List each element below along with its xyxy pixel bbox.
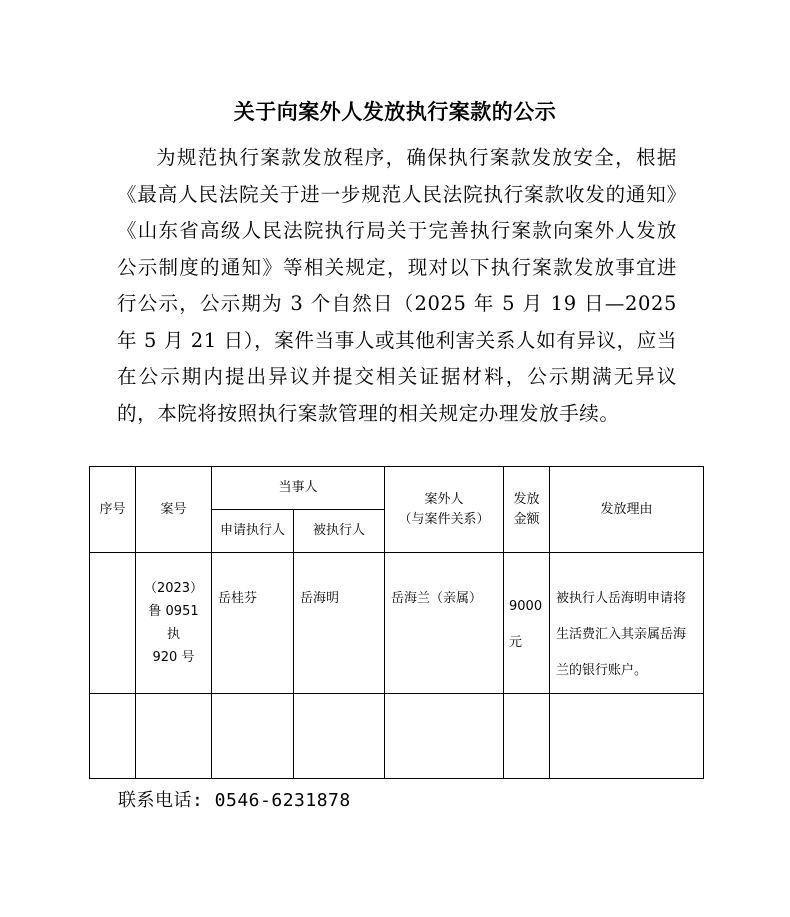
cell-outsider: 岳海兰（亲属） [385,553,504,694]
cell-amount [504,553,550,694]
cell-amount-line2: 元 [509,635,523,650]
empty-cell [136,694,212,779]
table-row [90,553,704,694]
cell-respondent: 岳海明 [294,553,385,694]
cell-reason: 被执行人岳海明申请将生活费汇入其亲属岳海兰的银行账户。 [550,553,704,694]
header-respondent: 被执行人 [294,510,385,553]
header-amount [504,467,550,553]
header-outsider [385,467,504,553]
header-amount-line1: 发放 [513,491,540,507]
notice-body: 为规范执行案款发放程序，确保执行案款发放安全，根据《最高人民法院关于进一步规范人民法院执行案款收发的通知》《山东省高级人民法院执行局关于完善执行案款向案外人发放公示制度的通知》等相关规定，现对以下执行案款发放事宜进行公示，公示期为 3 个自然日（2025 年 5 月 19 日—2025 年 5 月 21 日），案件当事人或其他利害关系人如有异议，应当在公示期内提出异议并提交相关证据材料，公示期满无异议的，本院将按照执行案款管理的相关规定办理发放手续。 [117,146,677,425]
contact-phone: 联系电话: 0546-6231878 [118,790,351,811]
cell-seq [90,553,136,694]
empty-cell [294,694,385,779]
header-outsider-relation: （与案件关系） [398,511,490,527]
header-case-no: 案号 [136,467,212,553]
cell-applicant: 岳桂芬 [212,553,294,694]
empty-cell [212,694,294,779]
empty-cell [550,694,704,779]
header-seq: 序号 [90,467,136,553]
header-amount-line2: 金额 [513,511,540,527]
cell-case-no-line2: 鲁 0951 执 [148,604,199,642]
header-row [90,467,704,510]
cell-case-no [136,553,212,694]
empty-cell [504,694,550,779]
cell-amount-line1: 9000 [509,599,543,614]
cell-case-no-line1: （2023） [143,581,204,596]
cell-case-no-line3: 920 号 [152,650,195,665]
header-reason: 发放理由 [550,467,704,553]
table-row-empty [90,694,704,779]
empty-cell [385,694,504,779]
header-parties: 当事人 [212,467,385,510]
page-title: 关于向案外人发放执行案款的公示 [233,99,557,124]
empty-cell [90,694,136,779]
header-applicant: 申请执行人 [212,510,294,553]
header-outsider-label: 案外人 [424,491,464,507]
payout-table [89,466,704,779]
